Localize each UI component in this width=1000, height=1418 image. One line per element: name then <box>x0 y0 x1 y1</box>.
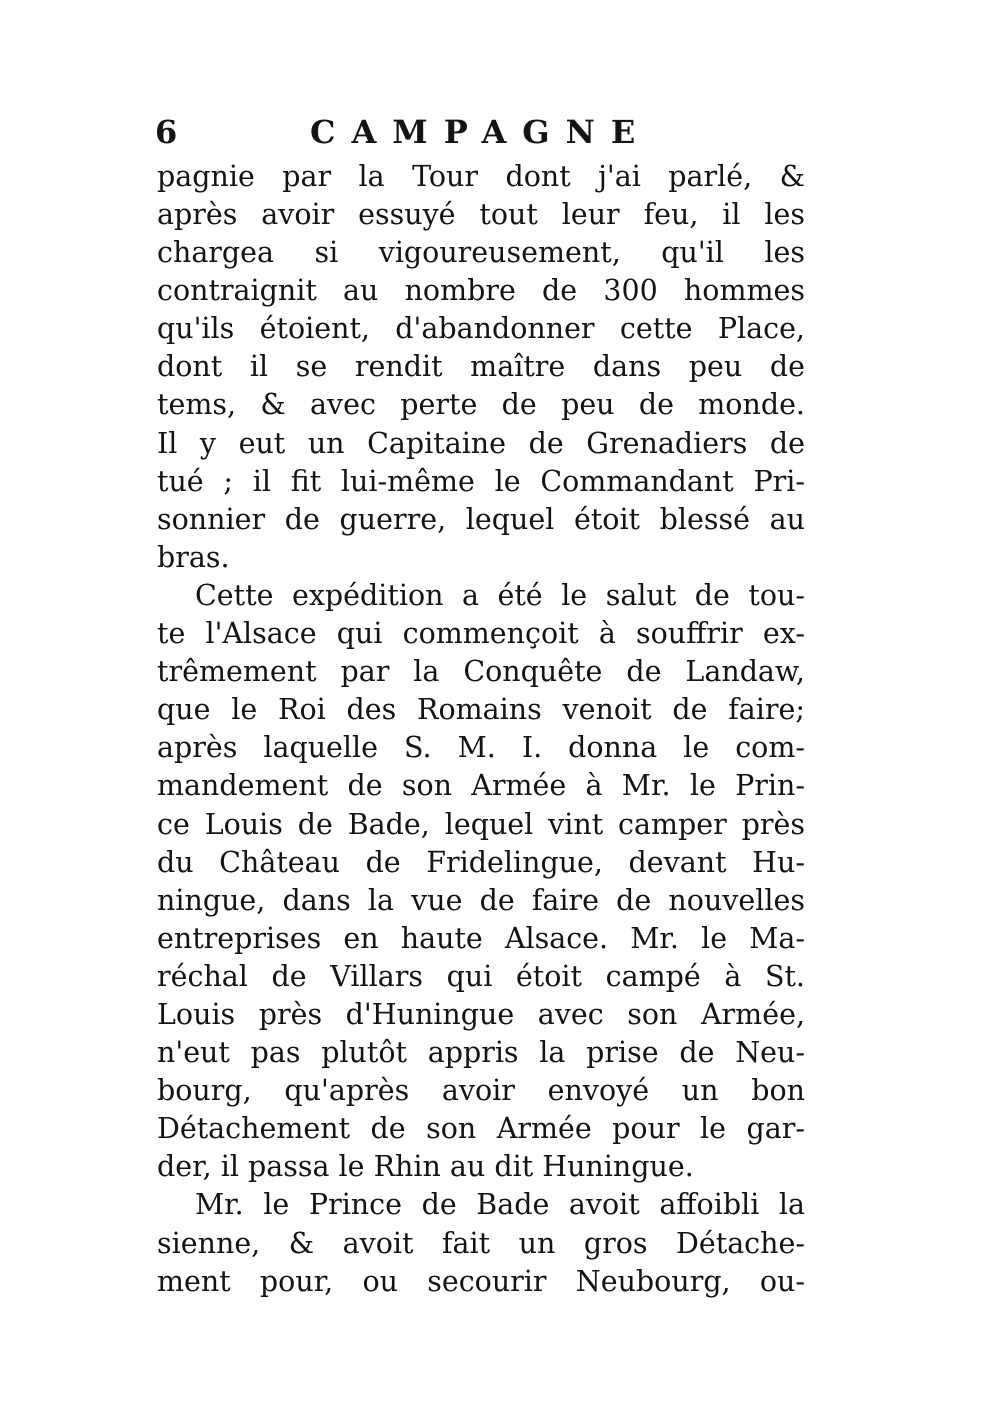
body-text <box>157 158 805 1301</box>
text-line: n'eut pas plutôt appris la prise de Neu- <box>157 1036 805 1070</box>
text-line: après avoir essuyé tout leur feu, il les <box>157 198 805 231</box>
text-line: qu'ils étoient, d'abandonner cette Place, <box>157 312 805 346</box>
running-title: CAMPAGNE <box>310 113 652 151</box>
text-line: der, il passa le Rhin au dit Huningue. <box>157 1150 694 1184</box>
text-line: bras. <box>157 540 230 574</box>
text-line: tems, & avec perte de peu de monde. <box>157 388 805 422</box>
text-line: Il y eut un Capitaine de Grenadiers de <box>157 426 805 460</box>
paragraph-start-line: Cette expédition a été le salut de tou- <box>195 578 805 612</box>
text-line: ment pour, ou secourir Neubourg, ou- <box>157 1264 805 1298</box>
text-line: entreprises en haute Alsace. Mr. le Ma- <box>157 921 805 955</box>
text-line: chargea si vigoureusement, qu'il les <box>157 236 805 270</box>
text-line: que le Roi des Romains venoit de faire; <box>157 693 805 727</box>
text-line: contraignit au nombre de 300 hommes <box>157 274 805 308</box>
text-line: sienne, & avoit fait un gros Détache- <box>157 1226 805 1260</box>
text-line: réchal de Villars qui étoit campé à St. <box>157 959 805 993</box>
text-line: tué ; il fit lui-même le Commandant Pri- <box>157 464 805 498</box>
running-head <box>155 110 675 154</box>
text-line: ningue, dans la vue de faire de nouvelles <box>157 883 805 917</box>
text-line: sonnier de guerre, lequel étoit blessé au <box>157 502 805 536</box>
text-line: dont il se rendit maître dans peu de <box>157 350 805 384</box>
paragraph-start-line: Mr. le Prince de Bade avoit affoibli la <box>195 1188 805 1222</box>
text-line: pagnie par la Tour dont j'ai parlé, & <box>157 160 805 193</box>
text-line: du Château de Fridelingue, devant Hu- <box>157 845 805 879</box>
text-line: trêmement par la Conquête de Landaw, <box>157 655 805 689</box>
text-line: Détachement de son Armée pour le gar- <box>157 1112 805 1146</box>
page-number: 6 <box>155 113 178 151</box>
text-line: ce Louis de Bade, lequel vint camper près <box>157 807 805 841</box>
text-line: Louis près d'Huningue avec son Armée, <box>157 997 805 1031</box>
text-line: bourg, qu'après avoir envoyé un bon <box>157 1074 805 1108</box>
text-line: après laquelle S. M. I. donna le com- <box>157 731 805 765</box>
text-line: te l'Alsace qui commençoit à souffrir ex- <box>157 617 805 651</box>
text-line: mandement de son Armée à Mr. le Prin- <box>157 769 805 803</box>
